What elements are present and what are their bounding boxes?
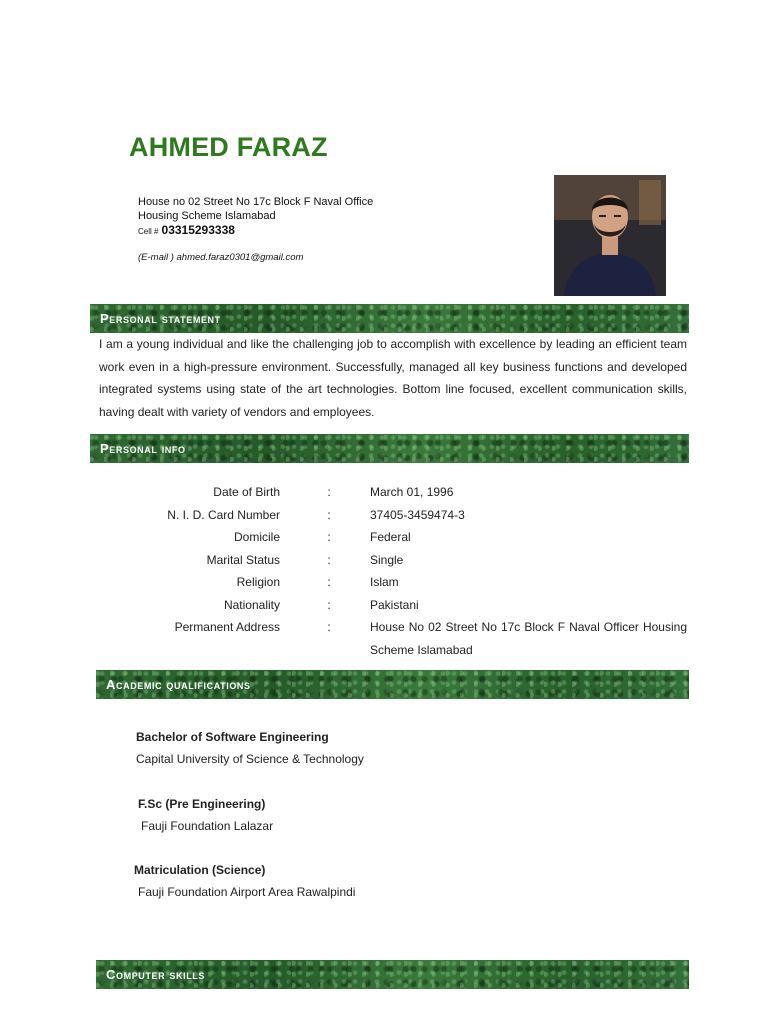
qualification-item: [134, 863, 355, 899]
info-separator: :: [327, 530, 331, 544]
personal-statement-text: I am a young individual and like the challenging job to accomplish with excellence by leading an efficient team work even in a high-pressure environment. Successfully, managed all key business functions and developed integrated systems using state of the art technologies. Bottom line focused, excellent communication skills, having dealt with variety of vendors and employees.: [99, 337, 687, 419]
info-row: [90, 504, 690, 527]
section-header-computer-skills: [96, 960, 689, 989]
email: (E-mail ) ahmed.faraz0301@gmail.com: [138, 251, 304, 263]
info-separator: :: [327, 620, 331, 634]
institute-name: Fauji Foundation Lalazar: [141, 819, 274, 833]
address-line-2: Housing Scheme Islamabad: [138, 209, 276, 222]
degree-title: Bachelor of Software Engineering: [136, 730, 329, 744]
candidate-name: AHMED FARAZ: [129, 132, 328, 162]
section-title: Academic qualifications: [106, 677, 251, 692]
info-row: [90, 571, 690, 594]
section-title: Personal statement: [100, 311, 221, 326]
degree-title: F.Sc (Pre Engineering): [138, 797, 266, 811]
info-value: Pakistani: [370, 597, 419, 612]
info-label: Date of Birth: [213, 485, 280, 499]
institute-name: Capital University of Science & Technology: [136, 752, 364, 766]
degree-title: Matriculation (Science): [134, 863, 266, 877]
section-title: Personal info: [100, 441, 186, 456]
info-label: Domicile: [233, 530, 280, 544]
section-header-academic: [96, 670, 689, 699]
qualification-item: [138, 797, 273, 833]
info-label: N. I. D. Card Number: [167, 507, 280, 522]
info-value: 37405-3459474-3: [370, 507, 465, 522]
cell-line: [138, 224, 373, 239]
info-label: Marital Status: [206, 552, 280, 567]
info-separator: :: [327, 485, 331, 499]
profile-photo: [554, 175, 666, 296]
info-value: Islam: [370, 575, 399, 589]
institute-name: Fauji Foundation Airport Area Rawalpindi: [138, 885, 356, 899]
info-separator: :: [327, 507, 331, 522]
info-label: Permanent Address: [174, 620, 280, 634]
info-value: House No 02 Street No 17c Block F Naval Officer Housing Scheme Islamabad: [370, 620, 687, 657]
info-label: Religion: [236, 575, 280, 589]
info-row: [90, 526, 690, 549]
info-value: Single: [370, 552, 404, 567]
contact-block: [138, 196, 373, 264]
info-separator: :: [327, 597, 331, 612]
info-row: [90, 549, 690, 572]
info-value: Federal: [370, 530, 411, 544]
info-label: Nationality: [223, 597, 280, 612]
qualification-item: [136, 730, 364, 766]
personal-info-table: [90, 481, 690, 661]
section-header-personal-statement: [90, 304, 689, 333]
cell-number: 03315293338: [161, 223, 235, 237]
info-separator: :: [327, 575, 331, 589]
info-value: March 01, 1996: [370, 485, 454, 499]
info-row: [90, 481, 690, 504]
info-separator: :: [327, 552, 331, 567]
info-row: [90, 594, 690, 617]
section-title: Computer skills: [106, 967, 206, 982]
section-header-personal-info: [90, 434, 689, 463]
info-row: [90, 616, 690, 661]
cell-label: Cell #: [138, 227, 159, 236]
address-line-1: House no 02 Street No 17c Block F Naval Office: [138, 196, 374, 208]
